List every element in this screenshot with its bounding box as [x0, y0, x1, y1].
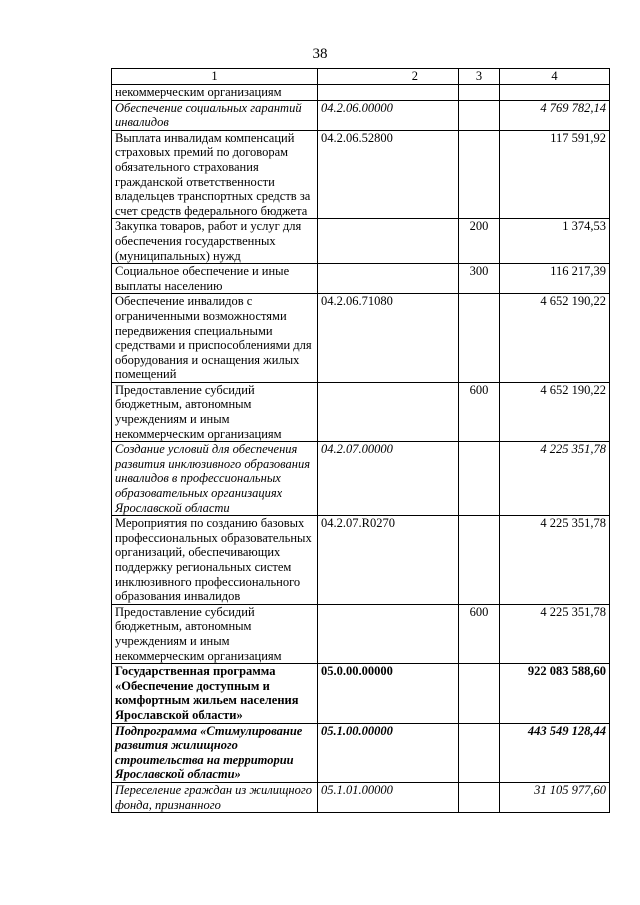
- row-code-cell: 04.2.06.52800: [318, 130, 459, 219]
- row-code-cell: [318, 264, 459, 294]
- row-name-cell: Мероприятия по созданию базовых профессиональных образовательных организаций, обеспечивающих поддержку региональных систем инклюзивного профессионального образования инвалидов: [112, 516, 318, 605]
- row-amount-cell: 4 225 351,78: [500, 516, 610, 605]
- table-row: [112, 85, 610, 101]
- page-number: 38: [312, 46, 328, 62]
- table-row: [112, 516, 610, 605]
- table-row: [112, 264, 610, 294]
- row-code-cell: [318, 219, 459, 264]
- row-type-cell: [459, 516, 500, 605]
- table-row: [112, 130, 610, 219]
- row-type-cell: 600: [459, 604, 500, 663]
- row-amount-cell: 4 652 190,22: [500, 382, 610, 441]
- row-type-cell: [459, 294, 500, 383]
- row-name-cell: Выплата инвалидам компенсаций страховых премий по договорам обязательного страхования гражданской ответственности владельцев транспортных средств за счет средств федерального бюджета: [112, 130, 318, 219]
- header-col-1: 1: [112, 69, 318, 85]
- row-amount-cell: 4 769 782,14: [500, 100, 610, 130]
- header-col-4: 4: [500, 69, 610, 85]
- budget-table: [111, 68, 610, 813]
- row-type-cell: [459, 100, 500, 130]
- row-amount-cell: [500, 85, 610, 101]
- table-row: [112, 219, 610, 264]
- row-amount-cell: 4 225 351,78: [500, 442, 610, 516]
- row-amount-cell: 116 217,39: [500, 264, 610, 294]
- row-type-cell: 300: [459, 264, 500, 294]
- table-row: [112, 782, 610, 812]
- row-amount-cell: 443 549 128,44: [500, 723, 610, 782]
- table-row: [112, 442, 610, 516]
- row-amount-cell: 1 374,53: [500, 219, 610, 264]
- row-name-cell: Предоставление субсидий бюджетным, автономным учреждениям и иным некоммерческим организациям: [112, 604, 318, 663]
- table-row: [112, 604, 610, 663]
- row-code-cell: 05.1.01.00000: [318, 782, 459, 812]
- row-name-cell: Подпрограмма «Стимулирование развития жилищного строительства на территории Ярославской области»: [112, 723, 318, 782]
- row-amount-cell: 4 652 190,22: [500, 294, 610, 383]
- row-code-cell: [318, 382, 459, 441]
- row-name-cell: Закупка товаров, работ и услуг для обеспечения государственных (муниципальных) нужд: [112, 219, 318, 264]
- table-row: [112, 664, 610, 723]
- table-body: [112, 85, 610, 813]
- table-row: [112, 294, 610, 383]
- row-amount-cell: 117 591,92: [500, 130, 610, 219]
- row-type-cell: [459, 85, 500, 101]
- row-name-cell: Социальное обеспечение и иные выплаты населению: [112, 264, 318, 294]
- row-name-cell: некоммерческим организациям: [112, 85, 318, 101]
- row-type-cell: [459, 723, 500, 782]
- row-code-cell: 04.2.06.71080: [318, 294, 459, 383]
- row-name-cell: Обеспечение социальных гарантий инвалидов: [112, 100, 318, 130]
- row-amount-cell: 4 225 351,78: [500, 604, 610, 663]
- header-col-3: 3: [459, 69, 500, 85]
- row-name-cell: Обеспечение инвалидов с ограниченными возможностями передвижения специальными средствами и приспособлениями для оборудования и оснащения жилых помещений: [112, 294, 318, 383]
- header-col-2: 2: [318, 69, 459, 85]
- row-name-cell: Создание условий для обеспечения развития инклюзивного образования инвалидов в профессиональных образовательных организациях Ярославской области: [112, 442, 318, 516]
- row-amount-cell: 922 083 588,60: [500, 664, 610, 723]
- row-code-cell: 04.2.07.00000: [318, 442, 459, 516]
- row-type-cell: [459, 664, 500, 723]
- row-type-cell: [459, 782, 500, 812]
- row-amount-cell: 31 105 977,60: [500, 782, 610, 812]
- table-row: [112, 723, 610, 782]
- row-code-cell: 05.0.00.00000: [318, 664, 459, 723]
- row-type-cell: 600: [459, 382, 500, 441]
- row-code-cell: 04.2.07.R0270: [318, 516, 459, 605]
- table-row: [112, 382, 610, 441]
- row-name-cell: Предоставление субсидий бюджетным, автономным учреждениям и иным некоммерческим организациям: [112, 382, 318, 441]
- row-code-cell: [318, 604, 459, 663]
- row-type-cell: 200: [459, 219, 500, 264]
- row-name-cell: Переселение граждан из жилищного фонда, признанного: [112, 782, 318, 812]
- row-type-cell: [459, 130, 500, 219]
- table-row: [112, 100, 610, 130]
- row-name-cell: Государственная программа «Обеспечение доступным и комфортным жильем населения Ярославской области»: [112, 664, 318, 723]
- table-header-row: [112, 69, 610, 85]
- row-code-cell: 05.1.00.00000: [318, 723, 459, 782]
- row-code-cell: [318, 85, 459, 101]
- row-type-cell: [459, 442, 500, 516]
- row-code-cell: 04.2.06.00000: [318, 100, 459, 130]
